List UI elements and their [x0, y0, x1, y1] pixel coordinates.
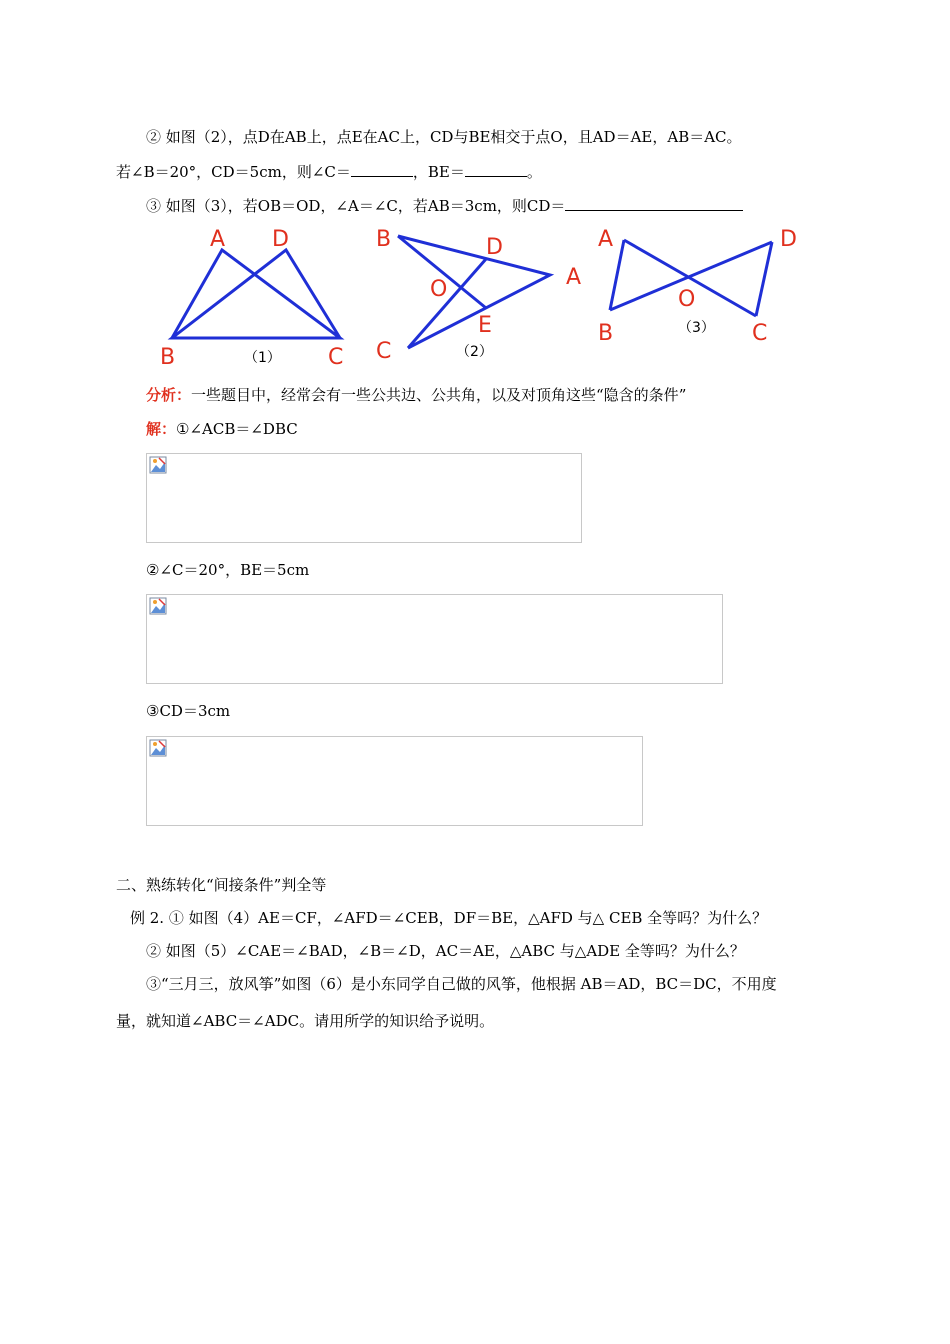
fig3-label-d: D — [780, 227, 797, 252]
fig3-label-c: C — [752, 321, 768, 346]
broken-image-icon — [149, 739, 167, 757]
fig1-lines — [172, 250, 340, 338]
example2-part3-line1: ③“三月三，放风筝”如图（6）是小东同学自己做的风筝，他根据 AB＝AD，BC＝DC，不用度 — [146, 975, 777, 993]
figures-row — [150, 222, 830, 374]
example2-part3-line2: 量，就知道∠ABC＝∠ADC。请用所学的知识给予说明。 — [116, 1012, 495, 1030]
fig1-label-c: C — [328, 345, 344, 370]
solution-image-1 — [146, 453, 582, 543]
figure-1 — [172, 250, 340, 338]
analysis — [146, 385, 686, 405]
solution-1 — [146, 419, 298, 439]
fig1-label-d: D — [272, 227, 289, 252]
fig3-label-b: B — [598, 321, 614, 346]
fig3-caption: （3） — [678, 320, 715, 336]
blank-cd[interactable] — [565, 194, 743, 211]
q2-line2-pre: 若∠B＝20°，CD＝5cm，则∠C＝ — [116, 163, 351, 181]
solution-image-2 — [146, 594, 723, 684]
fig2-label-a: A — [566, 265, 582, 290]
figure-2 — [398, 236, 550, 348]
solution-ans2: ②∠C＝20°，BE＝5cm — [146, 561, 310, 579]
example2-part2: ② 如图（5）∠CAE＝∠BAD，∠B＝∠D，AC＝AE，△ABC 与△ADE 全等吗？为什么？ — [146, 942, 745, 960]
fig1-label-a: A — [210, 227, 226, 252]
solution-image-3 — [146, 736, 643, 826]
q3-text: ③ 如图（3），若OB＝OD，∠A＝∠C，若AB＝3cm，则CD＝ — [146, 197, 566, 215]
fig2-label-d: D — [486, 235, 503, 260]
q2-line2-end: 。 — [526, 163, 542, 181]
broken-image-icon — [149, 456, 167, 474]
fig1-label-b: B — [160, 345, 176, 370]
solution-ans1: ①∠ACB＝∠DBC — [176, 420, 298, 438]
fig3-label-o: O — [678, 287, 696, 312]
solution-ans3: ③CD＝3cm — [146, 702, 231, 720]
fig2-label-b: B — [376, 227, 392, 252]
broken-image-icon — [149, 597, 167, 615]
fig2-label-c: C — [376, 339, 392, 364]
blank-be[interactable] — [465, 160, 527, 177]
q2-line1: ② 如图（2），点D在AB上，点E在AC上，CD与BE相交于点O，且AD＝AE，AB＝AC。 — [146, 128, 742, 146]
fig2-label-e: E — [478, 313, 492, 338]
analysis-label: 分析： — [146, 386, 192, 404]
q2-line2-mid: ，BE＝ — [412, 163, 465, 181]
fig2-caption: （2） — [456, 344, 493, 360]
blank-angle-c[interactable] — [351, 160, 413, 177]
fig2-cd — [408, 259, 486, 348]
solution-label: 解： — [146, 420, 177, 438]
example2-part1: 例 2. ① 如图（4）AE＝CF，∠AFD＝∠CEB，DF＝BE，△AFD 与△ CEB 全等吗？为什么？ — [130, 909, 768, 927]
fig1-caption: （1） — [244, 350, 281, 366]
q3-line — [146, 194, 743, 216]
fig2-label-o: O — [430, 277, 448, 302]
fig3-dc — [756, 242, 772, 316]
q2-line2 — [116, 160, 542, 182]
analysis-text: 一些题目中，经常会有一些公共边、公共角，以及对顶角这些“隐含的条件” — [191, 386, 687, 404]
fig3-label-a: A — [598, 227, 614, 252]
section2-title: 二、熟练转化“间接条件”判全等 — [116, 876, 327, 894]
